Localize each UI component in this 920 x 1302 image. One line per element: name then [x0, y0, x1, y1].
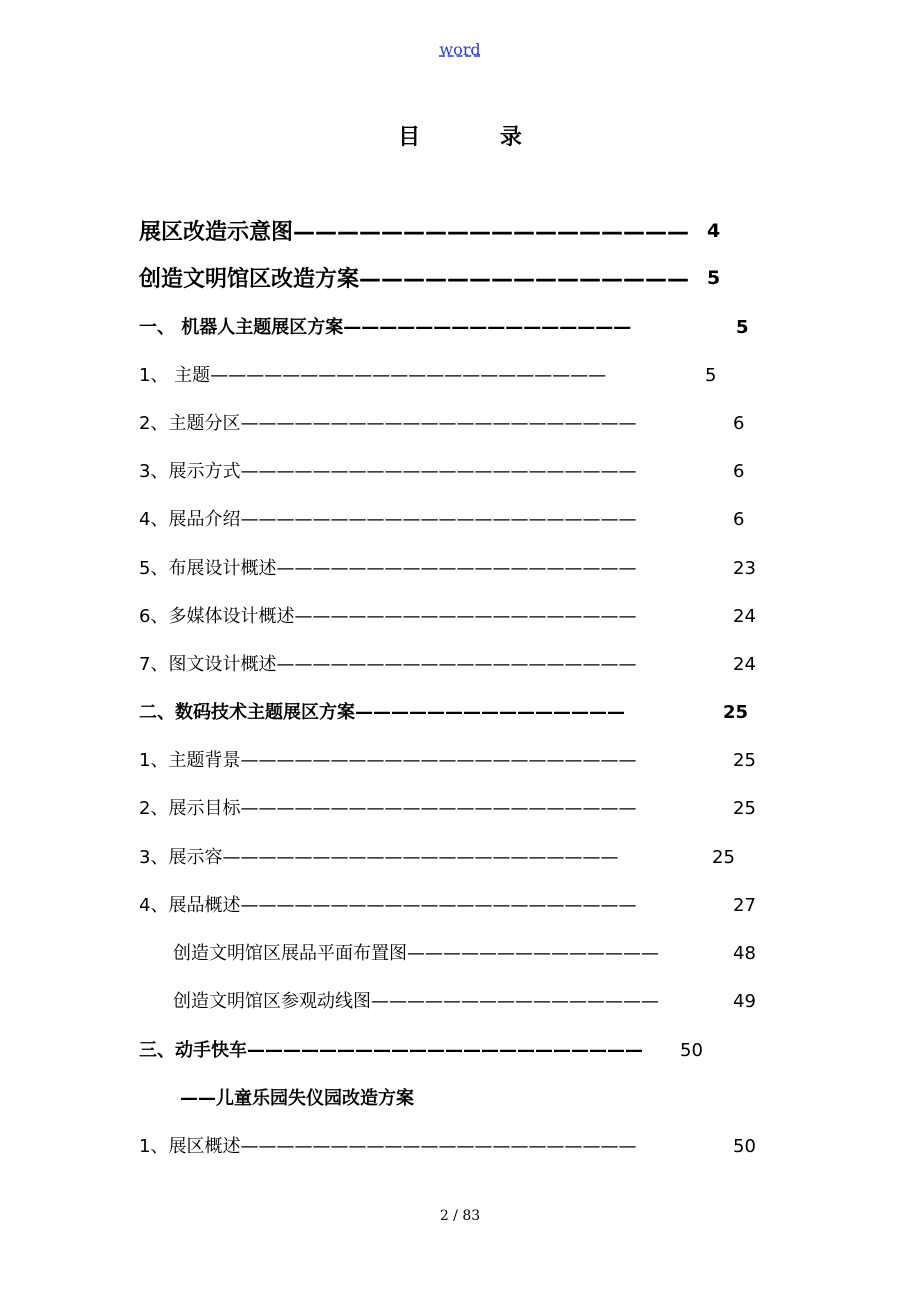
toc-entry[interactable]: 3、展示方式—————————————————————— 6 [139, 461, 745, 482]
toc-entry[interactable]: 1、 主题—————————————————————— 5 [139, 365, 717, 386]
toc-entry[interactable]: 创造文明馆区展品平面布置图—————————————— 48 [173, 943, 756, 964]
toc-entry[interactable]: ——儿童乐园失仪园改造方案 [180, 1088, 414, 1109]
page-indicator: 2 / 83 [439, 1208, 481, 1224]
toc-entry[interactable]: 2、展示目标—————————————————————— 25 [139, 798, 756, 819]
toc-entry[interactable]: 1、展区概述—————————————————————— 50 [139, 1136, 756, 1157]
toc-entry[interactable]: 二、数码技术主题展区方案——————————————— 25 [139, 702, 749, 723]
toc-entry[interactable]: 创造文明馆区改造方案——————————————— 5 [139, 267, 721, 292]
toc-entry[interactable]: 4、展品介绍—————————————————————— 6 [139, 509, 745, 530]
toc-entry[interactable]: 2、主题分区—————————————————————— 6 [139, 413, 745, 434]
toc-entry[interactable]: 1、主题背景—————————————————————— 25 [139, 750, 756, 771]
toc-entry[interactable]: 创造文明馆区参观动线图———————————————— 49 [173, 991, 756, 1012]
toc-entry[interactable]: 一、 机器人主题展区方案———————————————— 5 [139, 317, 749, 338]
toc-entry[interactable]: 4、展品概述—————————————————————— 27 [139, 895, 756, 916]
header-word-link[interactable]: word [439, 40, 481, 59]
toc-entry[interactable]: 6、多媒体设计概述——————————————————— 24 [139, 606, 756, 627]
toc-entry[interactable]: 5、布展设计概述———————————————————— 23 [139, 558, 756, 579]
toc-entry[interactable]: 7、图文设计概述———————————————————— 24 [139, 654, 756, 675]
toc-title: 目 录 [398, 125, 558, 150]
toc-entry[interactable]: 3、展示容—————————————————————— 25 [139, 847, 735, 868]
toc-entry[interactable]: 展区改造示意图—————————————————— 4 [139, 220, 721, 245]
toc-entry[interactable]: 三、动手快车—————————————————————— 50 [139, 1040, 703, 1061]
